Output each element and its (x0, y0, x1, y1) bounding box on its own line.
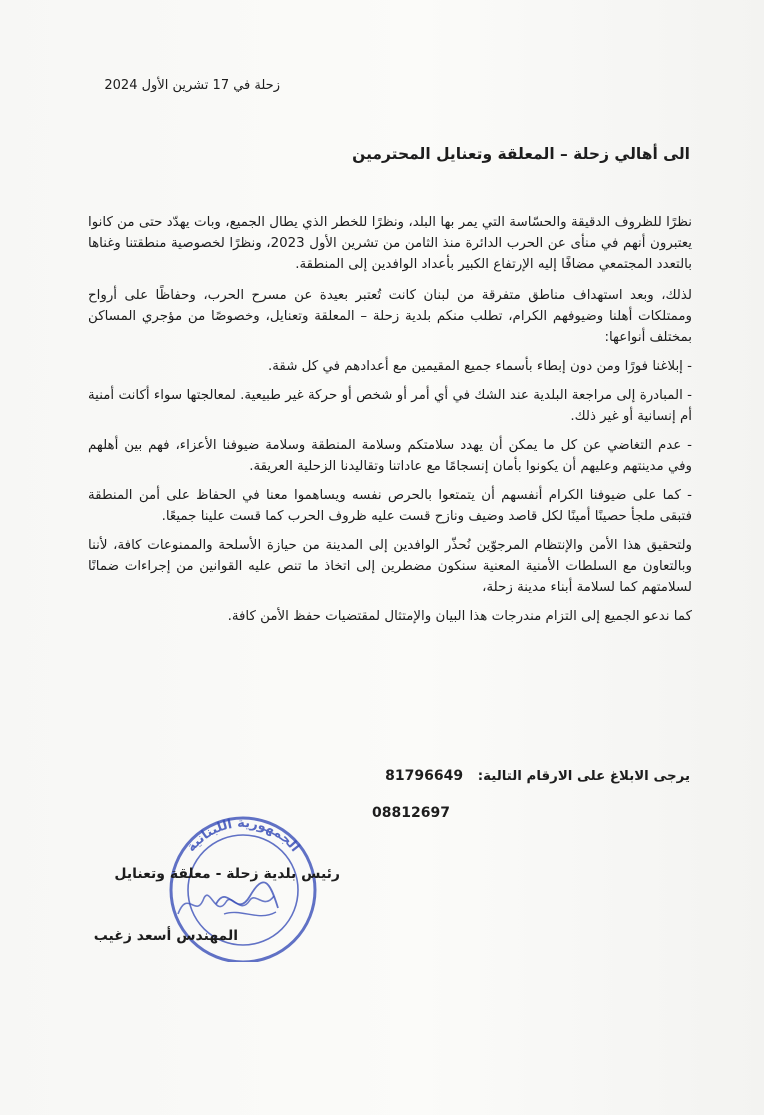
paragraph-item-review: - المبادرة إلى مراجعة البلدية عند الشك في أي أمر أو شخص أو حركة غير طبيعية. لمعالجتها سواء أكانت أمنية أم إنسانية أو غير ذلك. (88, 388, 692, 424)
letter-body (88, 212, 692, 635)
paragraph-item-report: - إبلاغنا فورًا ومن دون إبطاء بأسماء جميع المقيمين مع أعدادهم في كل شقة. (267, 359, 692, 374)
contact-label: يرجى الابلاغ على الارقام التالية: (477, 769, 690, 784)
signature-name: المهندس أسعد زغيب (93, 928, 238, 944)
phone-number-2: 08812697 (372, 805, 450, 821)
letter-date: زحلة في 17 تشرين الأول 2024 (104, 78, 280, 93)
paragraph-intro: نظرًا للظروف الدقيقة والحسّاسة التي يمر بها البلد، ونظرًا للخطر الذي يطال الجميع، وبات يهدّد حتى من كانوا يعتبرون أنهم في منأى عن الحرب الدائرة منذ الثامن من تشرين الأول 2023، ونظرًا لخصوصية منطقتنا وغناها بالتعدد المجتمعي مضافًا إليه الإرتفاع الكبير بأعداد الوافدين إلى المنطقة. (88, 215, 692, 272)
paragraph-item-safety: - عدم التغاضي عن كل ما يمكن أن يهدد سلامتكم وسلامة المنطقة وسلامة ضيوفنا الأعزاء، فهم بين أهلهم وفي مدينتهم وعليهم أن يكونوا بأمان إنسجامًا مع عاداتنا وتقاليدنا الزحلية العريقة. (88, 438, 692, 474)
paragraph-warning: ولتحقيق هذا الأمن والإنتظام المرجوّين نُحذّر الوافدين إلى المدينة من حيازة الأسلحة والممنوعات كافة، لأننا وبالتعاون مع السلطات الأمنية المعنية سنكون مضطرين إلى اتخاذ ما تنص عليه القوانين من إجراءات ضمانًا لسلامتهم كما لسلامة أبناء مدينة زحلة، (88, 538, 692, 595)
paragraph-request: لذلك، وبعد استهداف مناطق متفرقة من لبنان كانت تُعتبر بعيدة عن مسرح الحرب، وحفاظًا على أرواح وممتلكات أهلنا وضيوفهم الكرام، تطلب منكم بلدية زحلة – المعلقة وتعنايل، وخصوصًا من مؤجري المساكن بمختلف أنواعها: (88, 288, 692, 345)
handwritten-signature (170, 880, 280, 930)
letter-heading: الى أهالي زحلة – المعلقة وتعنايل المحترمين (352, 145, 690, 163)
signature-title: رئيس بلدية زحلة - معلقة وتعنايل (114, 866, 340, 882)
paragraph-guests: - كما على ضيوفنا الكرام أنفسهم أن يتمتعوا بالحرص نفسه ويساهموا معنا في الحفاظ على أمن المنطقة فتبقى ملجأ حصينًا أمينًا لكل قاصد وضيف ونازح قست عليه ظروف الحرب كما قست علينا جميعًا. (88, 488, 692, 524)
phone-number-1: 81796649 (385, 768, 464, 784)
contact-line (280, 768, 690, 784)
paragraph-closing: كما ندعو الجميع إلى التزام مندرجات هذا البيان والإمتثال لمقتضيات حفظ الأمن كافة. (227, 609, 692, 624)
stamp-text: الجمهورية اللبنانية (183, 815, 303, 855)
